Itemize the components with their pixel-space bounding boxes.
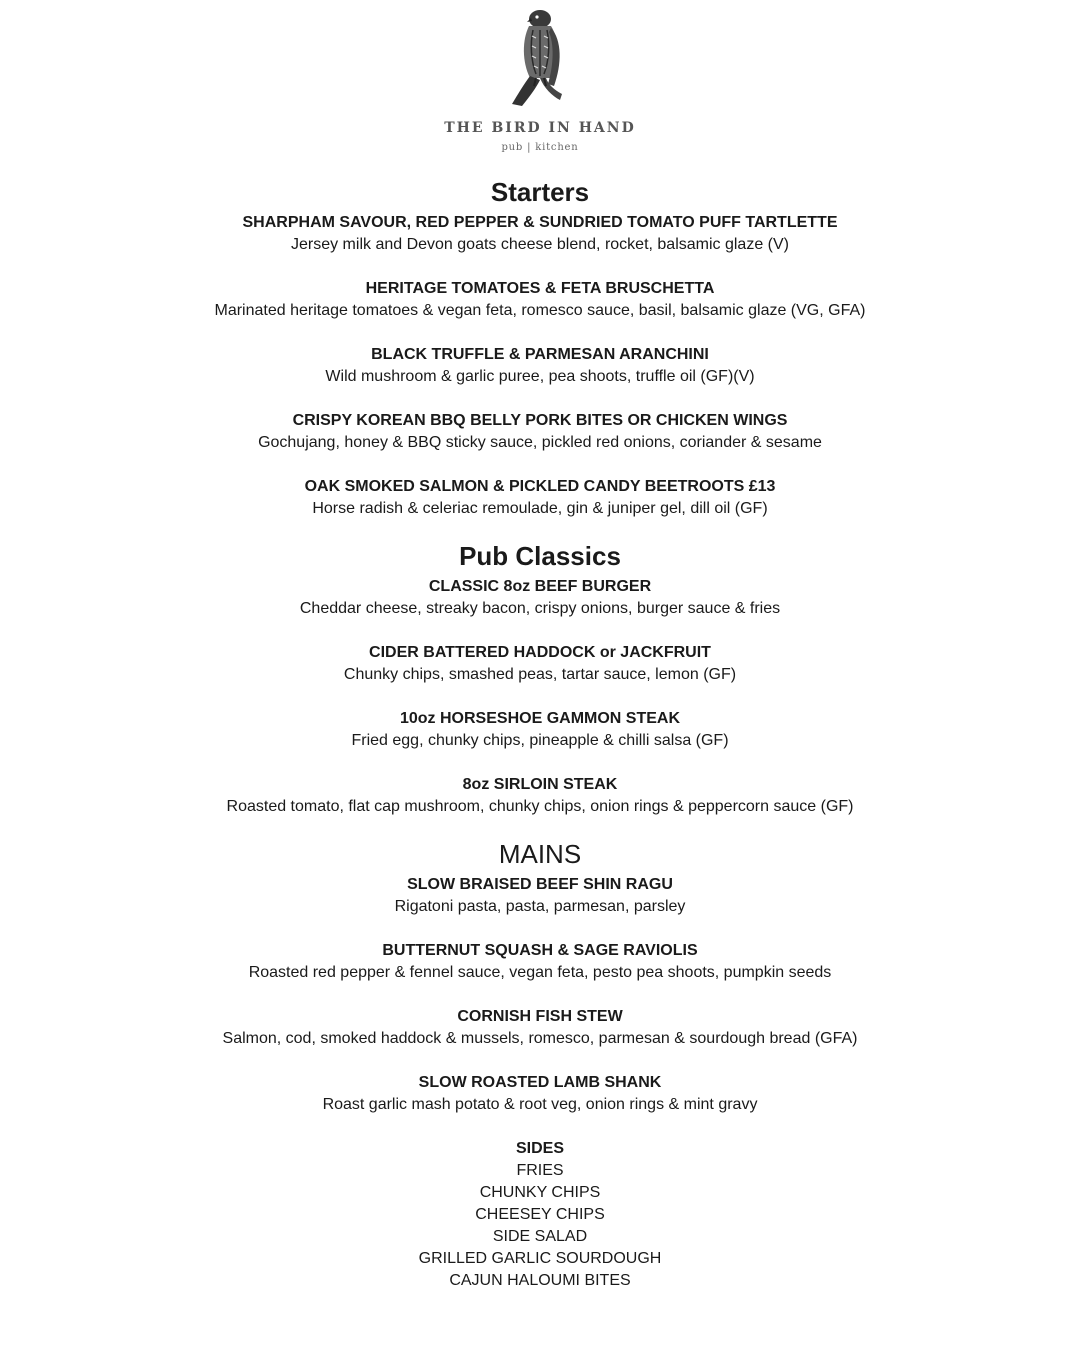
- section-title-mains: MAINS: [498, 839, 582, 869]
- section-title-starters: Starters: [490, 177, 590, 207]
- side-item: CAJUN HALOUMI BITES: [449, 1272, 631, 1289]
- menu-item: [0, 1072, 1080, 1116]
- dish-name: CORNISH FISH STEW: [457, 1008, 623, 1025]
- dish-description: Gochujang, honey & BBQ sticky sauce, pickled red onions, coriander & sesame: [258, 434, 822, 451]
- dish-description: Rigatoni pasta, pasta, parmesan, parsley: [394, 898, 686, 915]
- dish-description: Fried egg, chunky chips, pineapple & chilli salsa (GF): [351, 732, 729, 749]
- dish-name: BLACK TRUFFLE & PARMESAN ARANCHINI: [371, 346, 709, 363]
- menu-item: [0, 774, 1080, 818]
- menu-item: [0, 278, 1080, 322]
- side-item: CHUNKY CHIPS: [479, 1184, 601, 1201]
- pub-classics-section: [0, 536, 1080, 818]
- dish-description: Chunky chips, smashed peas, tartar sauce, lemon (GF): [343, 666, 737, 683]
- menu-item: [0, 410, 1080, 454]
- falcon-illustration-icon: [500, 6, 580, 110]
- menu-item: [0, 874, 1080, 918]
- dish-description: Roasted tomato, flat cap mushroom, chunky chips, onion rings & peppercorn sauce (GF): [226, 798, 854, 815]
- brand-name: THE BIRD IN HAND: [444, 120, 636, 136]
- dish-description: Roast garlic mash potato & root veg, onion rings & mint gravy: [322, 1096, 758, 1113]
- dish-name: BUTTERNUT SQUASH & SAGE RAVIOLIS: [382, 942, 698, 959]
- dish-description: Marinated heritage tomatoes & vegan feta, romesco sauce, basil, balsamic glaze (VG, GFA): [214, 302, 866, 319]
- dish-description: Roasted red pepper & fennel sauce, vegan feta, pesto pea shoots, pumpkin seeds: [248, 964, 832, 981]
- mains-section: [0, 834, 1080, 1116]
- dish-name: 8oz SIRLOIN STEAK: [462, 776, 618, 793]
- sides-section: [0, 1138, 1080, 1292]
- brand-header: [0, 6, 1080, 154]
- brand-tagline: pub | kitchen: [501, 142, 579, 153]
- side-item: FRIES: [516, 1162, 564, 1179]
- dish-name: OAK SMOKED SALMON & PICKLED CANDY BEETROOTS £13: [304, 478, 776, 495]
- dish-description: Wild mushroom & garlic puree, pea shoots, truffle oil (GF)(V): [325, 368, 755, 385]
- dish-name: SHARPHAM SAVOUR, RED PEPPER & SUNDRIED TOMATO PUFF TARTLETTE: [242, 214, 838, 231]
- dish-name: CRISPY KOREAN BBQ BELLY PORK BITES OR CHICKEN WINGS: [292, 412, 788, 429]
- side-item: CHEESEY CHIPS: [475, 1206, 605, 1223]
- dish-name: 10oz HORSESHOE GAMMON STEAK: [399, 710, 681, 727]
- side-item: SIDE SALAD: [492, 1228, 588, 1245]
- dish-name: SLOW ROASTED LAMB SHANK: [418, 1074, 662, 1091]
- dish-name: CLASSIC 8oz BEEF BURGER: [428, 578, 652, 595]
- menu-item: [0, 212, 1080, 256]
- menu-item: [0, 1006, 1080, 1050]
- section-title-sides: SIDES: [515, 1140, 564, 1157]
- side-item: GRILLED GARLIC SOURDOUGH: [418, 1250, 662, 1267]
- menu-item: [0, 476, 1080, 520]
- dish-description: Cheddar cheese, streaky bacon, crispy onions, burger sauce & fries: [299, 600, 781, 617]
- starters-section: [0, 172, 1080, 520]
- menu-item: [0, 708, 1080, 752]
- dish-description: Horse radish & celeriac remoulade, gin & juniper gel, dill oil (GF): [312, 500, 768, 517]
- menu: [0, 172, 1080, 1292]
- menu-item: [0, 940, 1080, 984]
- section-title-pub-classics: Pub Classics: [459, 541, 621, 571]
- menu-item: [0, 344, 1080, 388]
- dish-description: Jersey milk and Devon goats cheese blend, rocket, balsamic glaze (V): [290, 236, 789, 253]
- dish-name: SLOW BRAISED BEEF SHIN RAGU: [407, 876, 673, 893]
- dish-name: HERITAGE TOMATOES & FETA BRUSCHETTA: [365, 280, 715, 297]
- menu-item: [0, 576, 1080, 620]
- menu-item: [0, 642, 1080, 686]
- dish-name: CIDER BATTERED HADDOCK or JACKFRUIT: [369, 644, 711, 661]
- dish-description: Salmon, cod, smoked haddock & mussels, romesco, parmesan & sourdough bread (GFA): [222, 1030, 858, 1047]
